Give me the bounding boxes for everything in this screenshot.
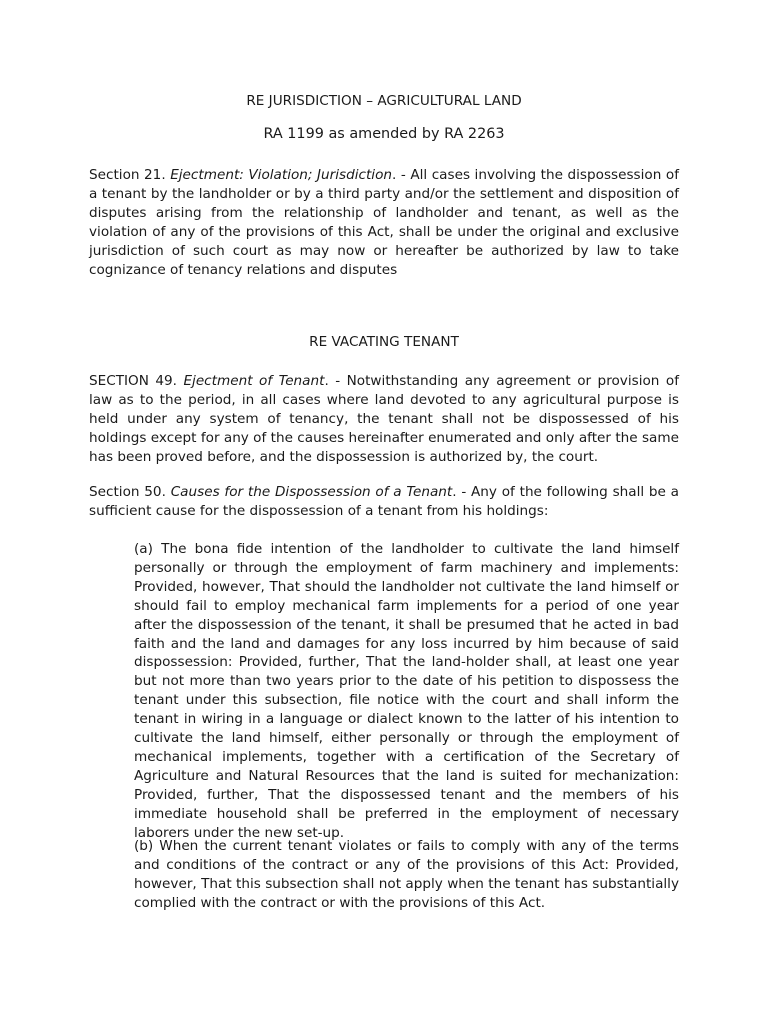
- jurisdiction-heading: RE JURISDICTION – AGRICULTURAL LAND: [246, 93, 522, 109]
- section-50-number: Section 50.: [89, 484, 166, 500]
- section-50-item-b: [134, 837, 679, 913]
- section-49-paragraph: [89, 372, 679, 467]
- section-21-number: Section 21.: [89, 167, 166, 183]
- section-21-text: . - All cases involving the dispossession of a tenant by the landholder or by a third party and/or the settlement and disposition of disputes arising from the relationship of landholder and tenant, as well as the violation of any of the provisions of this Act, shall be under the original and exclusive jurisdiction of such court as may now or hereafter be authorized by law to take cognizance of tenancy relations and disputes: [89, 167, 679, 278]
- section-50-item-a: [134, 540, 679, 843]
- section-50-paragraph: [89, 483, 679, 521]
- item-b-text: (b) When the current tenant violates or fails to comply with any of the terms and conditions of the contract or any of the provisions of this Act: Provided, however, That this subsection shall not apply when the tenant has substantially complied with the contract or with the provisions of this Act.: [134, 838, 679, 911]
- vacating-heading: RE VACATING TENANT: [309, 334, 459, 350]
- section-49-text: . - Notwithstanding any agreement or provision of law as to the period, in all cases where land devoted to any agricultural purpose is held under any system of tenancy, the tenant shall not be dispossessed of his holdings except for any of the causes hereinafter enumerated and only after the same has been proved before, and the dispossession is authorized by, the court.: [89, 373, 679, 465]
- section-49-number: SECTION 49.: [89, 373, 177, 389]
- section-21: [89, 166, 679, 279]
- section-21-title: Ejectment: Violation; Jurisdiction: [170, 167, 393, 183]
- section-49-title: Ejectment of Tenant: [183, 373, 325, 389]
- section-21-paragraph: [89, 166, 679, 279]
- act-heading: RA 1199 as amended by RA 2263: [263, 126, 505, 142]
- section-50: [89, 483, 679, 521]
- section-50-title: Causes for the Dispossession of a Tenant: [170, 484, 453, 500]
- item-a-text: (a) The bona fide intention of the landholder to cultivate the land himself personally or through the employment of farm machinery and implements: Provided, however, That should the landholder not cultivate the land himself or should fail to employ mechanical farm implements for a period of one year after the dispossession of the tenant, it shall be presumed that he acted in bad faith and the land and damages for any loss incurred by him because of said dispossession: Provided, further, That the land-holder shall, at least one year but not more than two years prior to the date of his petition to dispossess the tenant under this subsection, file notice with the court and shall inform the tenant in wiring in a language or dialect known to the latter of his intention to cultivate the land himself, either personally or through the employment of mechanical implements, together with a certification of the Secretary of Agriculture and Natural Resources that the land is suited for mechanization: Provided, further, That the dispossessed tenant and the members of his immediate household shall be preferred in the employment of necessary laborers under the new set-up.: [134, 541, 679, 841]
- section-50-text: . - Any of the following shall be a sufficient cause for the dispossession of a tenant from his holdings:: [89, 484, 680, 519]
- section-49: [89, 372, 679, 467]
